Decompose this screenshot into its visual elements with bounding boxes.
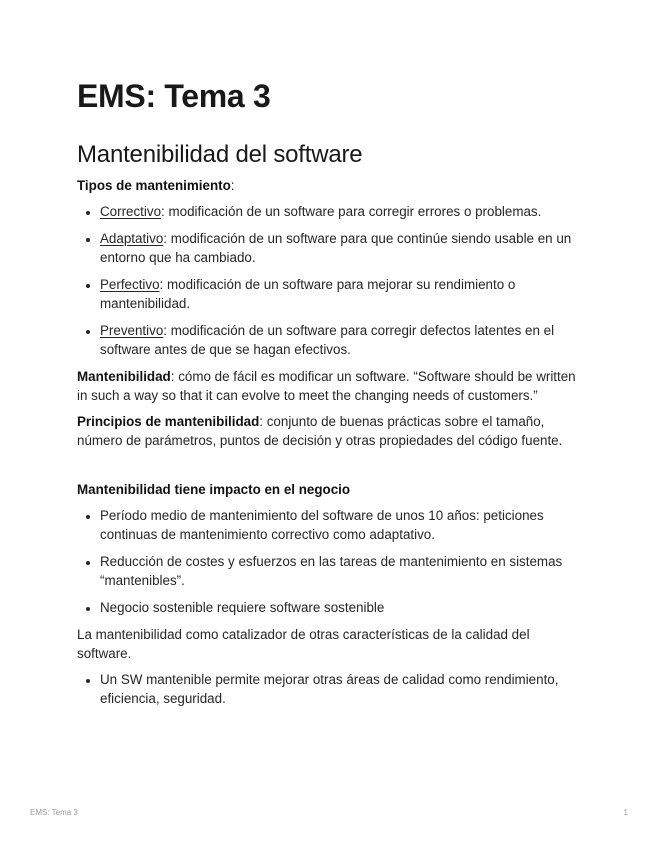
tipos-label: Tipos de mantenimiento [77,178,231,193]
principios-term: Principios de mantenibilidad [77,414,260,429]
list-item-preventivo [100,321,582,359]
term-perfectivo: Perfectivo [100,277,160,292]
list-item: • Un SW mantenible permite mejorar otras áreas de calidad como rendimiento, eficiencia, seguridad. [100,670,582,708]
impacto-list [77,506,582,617]
impacto-heading: Mantenibilidad tiene impacto en el negocio [77,482,351,497]
catalizador-list [77,670,582,708]
document-title: EMS: Tema 3 [77,78,271,114]
list-item-adaptativo [100,229,582,267]
tipos-paragraph [77,176,582,195]
term-preventivo: Preventivo [100,323,164,338]
list-item: • Negocio sostenible requiere software sostenible [100,598,582,617]
list-item: • Período medio de mantenimiento del software de unos 10 años: peticiones continuas de mantenimiento correctivo como adaptativo. [100,506,582,544]
mantenibilidad-paragraph [77,367,582,405]
impacto-heading-paragraph [77,480,582,499]
definition-preventivo: : modificación de un software para corregir defectos latentes en el software antes de que se hagan efectivos. [100,323,555,357]
term-adaptativo: Adaptativo [100,231,164,246]
list-item-perfectivo [100,275,582,313]
term-correctivo: Correctivo [100,204,162,219]
definition-perfectivo: : modificación de un software para mejorar su rendimiento o mantenibilidad. [100,277,516,311]
document-body [77,176,582,716]
mantenibilidad-definition: : cómo de fácil es modificar un software. “Software should be written in such a way so that it can evolve to meet the changing needs of customers.” [77,369,576,403]
list-item: • Reducción de costes y esfuerzos en las tareas de mantenimiento en sistemas “mantenibles”. [100,552,582,590]
mantenibilidad-term: Mantenibilidad [77,369,171,384]
catalizador-paragraph: La mantenibilidad como catalizador de otras características de la calidad del software. [77,627,530,661]
principios-paragraph [77,412,582,450]
footer-document-title: EMS: Tema 3 [30,808,78,817]
section-heading-mantenibilidad: Mantenibilidad del software [77,141,363,168]
tipos-colon: : [230,178,235,193]
principios-definition: : conjunto de buenas prácticas sobre el tamaño, número de parámetros, puntos de decisión y otras propiedades del código fuente. [77,414,563,448]
definition-adaptativo: : modificación de un software para que continúe siendo usable en un entorno que ha cambiado. [100,231,572,265]
definition-correctivo: : modificación de un software para corregir errores o problemas. [161,204,542,219]
footer-page-number: 1 [623,808,628,817]
tipos-list [77,202,582,359]
list-item-correctivo [100,202,582,221]
